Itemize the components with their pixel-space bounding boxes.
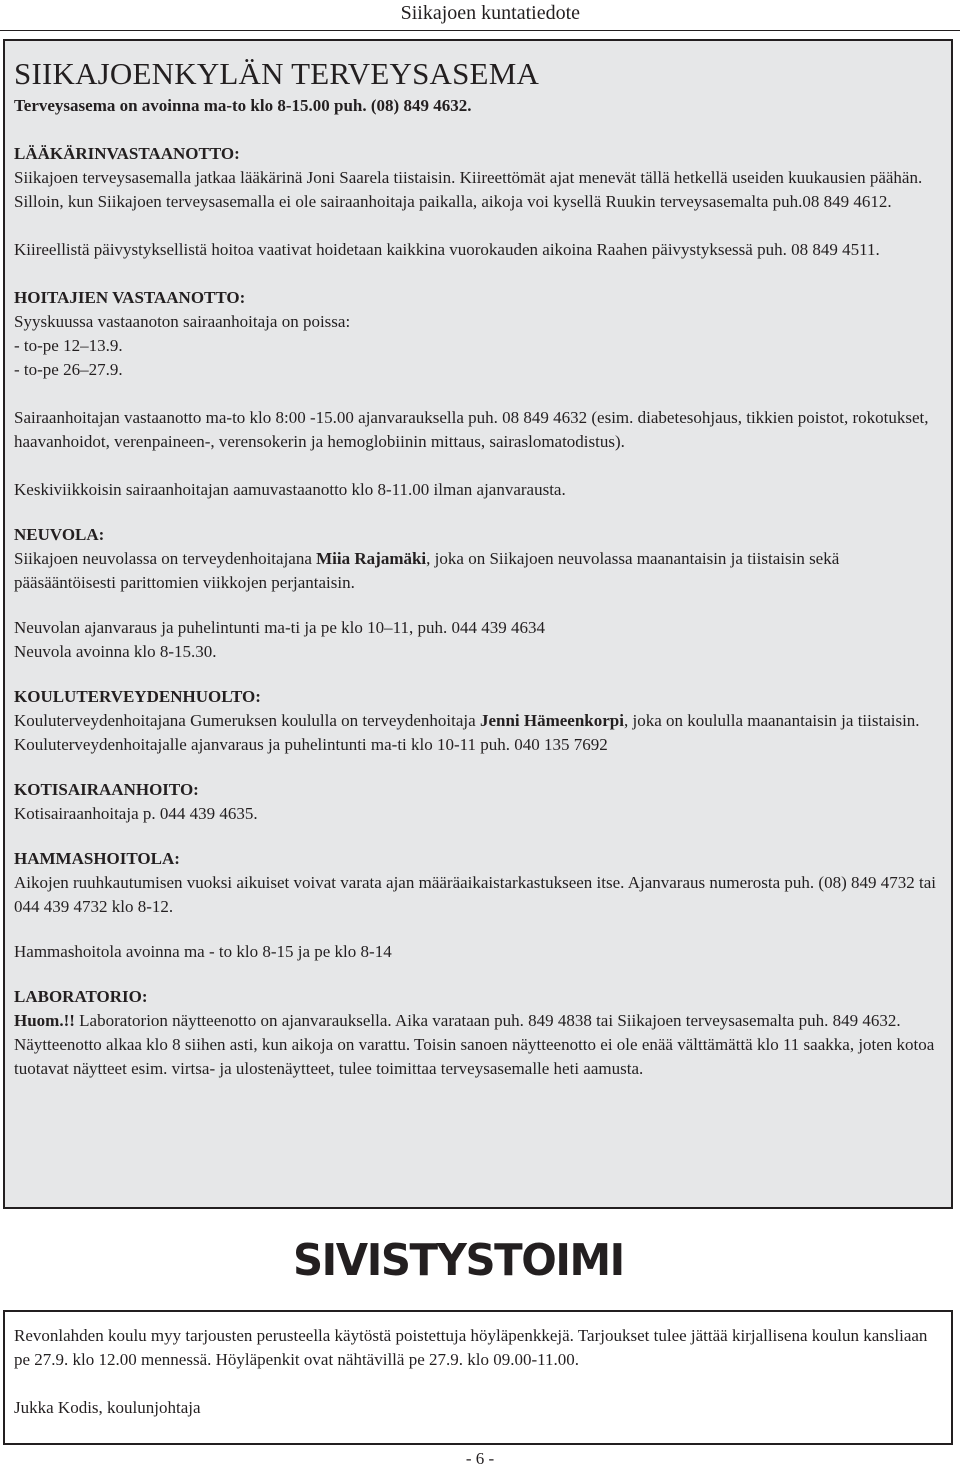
school-nurse-name: Jenni Hämeenkorpi xyxy=(479,711,624,730)
dental-text: Aikojen ruuhkautumisen vuoksi aikuiset voivat varata ajan määräaikaistarkastukseen itse. Ajanvaraus numerosta puh. (08) 849 4732 tai 044 439 4732 klo 8-12. xyxy=(14,873,937,916)
home-care-text: Kotisairaanhoitaja p. 044 439 4635. xyxy=(14,804,258,823)
neuvola-open-hours: Neuvola avoinna klo 8-15.30. xyxy=(14,642,217,661)
education-box xyxy=(3,1310,953,1445)
neuvola-heading: NEUVOLA: xyxy=(14,525,105,544)
neuvola-booking: Neuvolan ajanvaraus ja puhelintunti ma-ti ja pe klo 10–11, puh. 044 439 4634 xyxy=(14,618,545,637)
doctor-text: Siikajoen terveysasemalla jatkaa lääkärinä Joni Saarela tiistaisin. Kiireettömät ajat menevät tällä hetkellä useiden kuukausien päähän. Silloin, kun Siikajoen terveysasemalla ei ole sairaanhoitaja paikalla, aikoja voi kysellä Ruukin terveysasemalta puh.08 849 4612. xyxy=(14,168,923,211)
morning-reception-text: Keskiviikkoisin sairaanhoitajan aamuvastaanotto klo 8-11.00 ilman ajanvarausta. xyxy=(14,480,566,499)
dental-heading: HAMMASHOITOLA: xyxy=(14,849,180,868)
education-title: SIVISTYSTOIMI xyxy=(293,1235,624,1286)
neuvola-text: Siikajoen neuvolassa on terveydenhoitajana Miia Rajamäki, joka on Siikajoen neuvolassa maanantaisin ja tiistaisin sekä pääsääntöisesti parittomien viikkojen perjantaisin. xyxy=(14,549,840,592)
page-number: - 6 - xyxy=(465,1449,495,1468)
health-station-box xyxy=(3,39,953,1209)
dental-open-hours: Hammashoitola avoinna ma - to klo 8-15 ja pe klo 8-14 xyxy=(14,942,392,961)
nurse-reception-text: Sairaanhoitajan vastaanotto ma-to klo 8:00 -15.00 ajanvarauksella puh. 08 849 4632 (esim. diabetesohjaus, tikkien poistot, rokotukset, haavanhoidot, verenpaineen-, verensokerin ja hemoglobiinin mittaus, sairaslomatodistus). xyxy=(14,408,929,451)
urgent-care-text: Kiireellistä päivystyksellistä hoitoa vaativat hoidetaan kaikkina vuorokauden aikoina Raahen päivystyksessä puh. 08 849 4511. xyxy=(14,240,880,259)
lab-heading: LABORATORIO: xyxy=(14,987,148,1006)
absence-item: - to-pe 12–13.9. xyxy=(14,336,123,355)
education-signature: Jukka Kodis, koulunjohtaja xyxy=(14,1398,201,1417)
health-station-title: SIIKAJOENKYLÄN TERVEYSASEMA xyxy=(14,56,540,91)
lab-text: Huom.!! Laboratorion näytteenotto on ajanvarauksella. Aika varataan puh. 849 4838 tai Siikajoen terveysasemalta puh. 849 4632. Näytteenotto alkaa klo 8 siihen asti, kun aikoja on varattu. Toisin sanoen näytteenotto ei ole enää välttämättä klo 11 saakka, joten kotoa tuotavat näytteet esim. virtsa- ja ulostenäytteet, tulee toimittaa terveysasemalle heti aamusta. xyxy=(14,1011,935,1078)
school-health-text: Kouluterveydenhoitajana Gumeruksen koululla on terveydenhoitaja Jenni Hämeenkorpi, joka on koululla maanantaisin ja tiistaisin. Kouluterveydenhoitajalle ajanvaraus ja puhelintunti ma-ti klo 10-11 puh. 040 135 7692 xyxy=(14,711,920,754)
neuvola-nurse-name: Miia Rajamäki xyxy=(316,549,427,568)
home-care-heading: KOTISAIRAANHOITO: xyxy=(14,780,199,799)
nurses-heading: HOITAJIEN VASTAANOTTO: xyxy=(14,288,246,307)
opening-hours: Terveysasema on avoinna ma-to klo 8-15.00 puh. (08) 849 4632. xyxy=(14,96,472,115)
nurses-intro: Syyskuussa vastaanoton sairaanhoitaja on poissa: xyxy=(14,312,351,331)
school-health-heading: KOULUTERVEYDENHUOLTO: xyxy=(14,687,261,706)
lab-note-label: Huom.!! xyxy=(14,1011,75,1030)
education-text: Revonlahden koulu myy tarjousten perusteella käytöstä poistettuja höyläpenkkejä. Tarjoukset tulee jättää kirjallisena koulun kansliaan pe 27.9. klo 12.00 mennessä. Höyläpenkit ovat nähtävillä pe 27.9. klo 09.00-11.00. xyxy=(14,1326,928,1369)
doctor-heading: LÄÄKÄRINVASTAANOTTO: xyxy=(14,144,240,163)
running-header: Siikajoen kuntatiedote xyxy=(400,2,580,24)
absence-item: - to-pe 26–27.9. xyxy=(14,360,123,379)
header-rule xyxy=(0,30,960,31)
